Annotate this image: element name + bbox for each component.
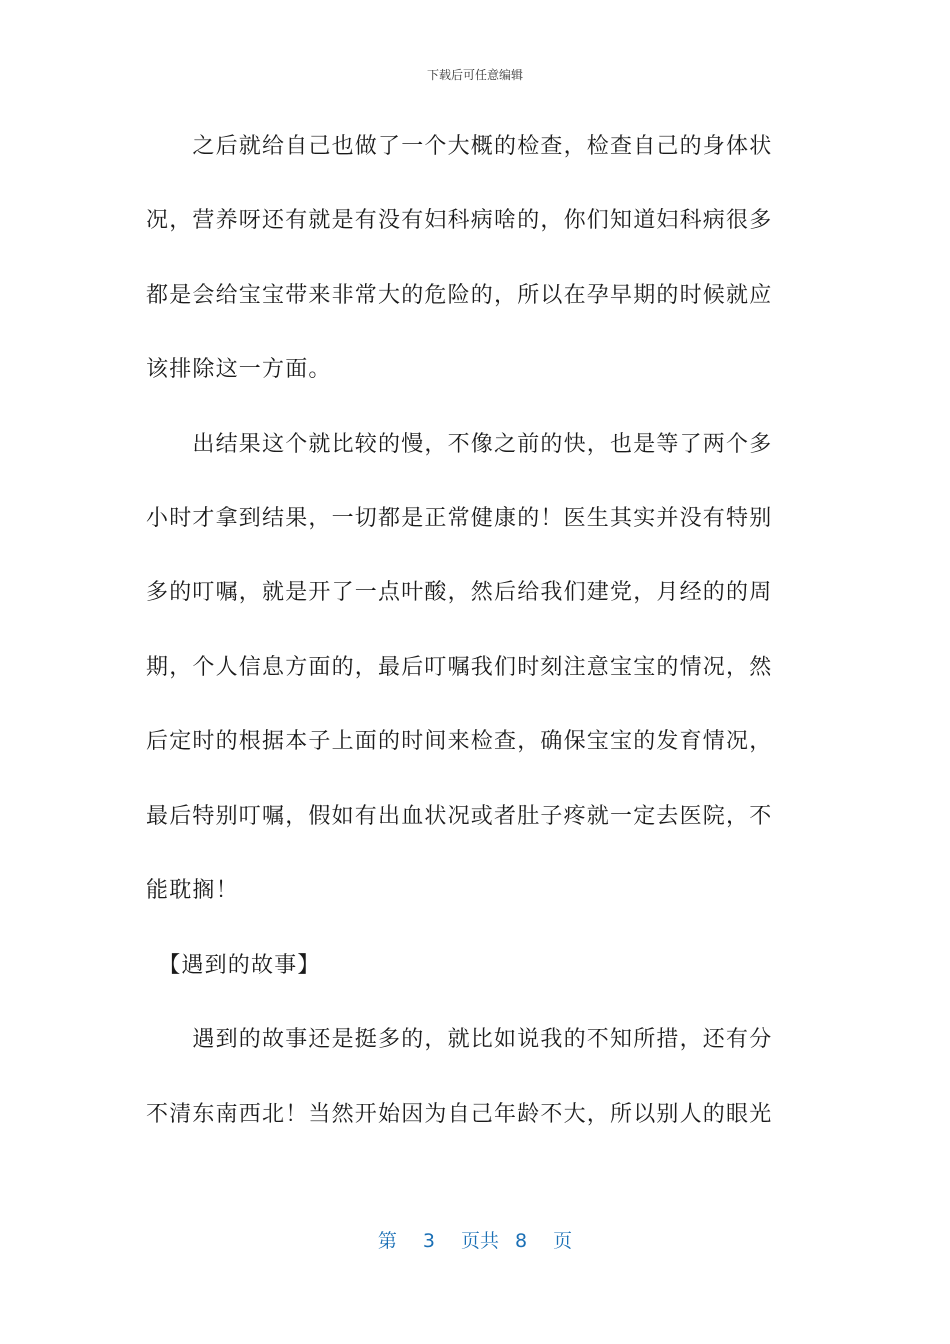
footer-current-page: 3	[422, 1230, 435, 1252]
text-line: 都是会给宝宝带来非常大的危险的，所以在孕早期的时候就应	[146, 283, 773, 308]
footer-middle: 页共	[460, 1230, 499, 1252]
text-line: 况，营养呀还有就是有没有妇科病啥的，你们知道妇科病很多	[146, 208, 773, 233]
section-heading: 【遇到的故事】	[146, 953, 321, 978]
text-line: 不清东南西北！当然开始因为自己年龄不大，所以别人的眼光	[146, 1102, 773, 1127]
text-line: 多的叮嘱，就是开了一点叶酸，然后给我们建党，月经的的周	[146, 580, 773, 605]
text-line: 后定时的根据本子上面的时间来检查，确保宝宝的发育情况，	[146, 729, 773, 754]
text-line: 之后就给自己也做了一个大概的检查，检查自己的身体状	[146, 134, 773, 159]
text-line: 能耽搁！	[146, 878, 239, 903]
text-line: 最后特别叮嘱，假如有出血状况或者肚子疼就一定去医院，不	[146, 804, 773, 829]
page-header: 下载后可任意编辑	[426, 68, 523, 82]
text-line: 该排除这一方面。	[146, 357, 332, 382]
page-footer	[0, 1226, 950, 1253]
footer-prefix: 第	[377, 1230, 397, 1252]
text-line: 小时才拿到结果，一切都是正常健康的！医生其实并没有特别	[146, 506, 773, 531]
text-line: 出结果这个就比较的慢，不像之前的快，也是等了两个多	[146, 432, 773, 457]
text-line: 期，个人信息方面的，最后叮嘱我们时刻注意宝宝的情况，然	[146, 655, 773, 680]
text-line: 遇到的故事还是挺多的，就比如说我的不知所措，还有分	[146, 1027, 773, 1052]
footer-total-pages: 8	[515, 1230, 528, 1252]
footer-suffix: 页	[553, 1230, 573, 1252]
